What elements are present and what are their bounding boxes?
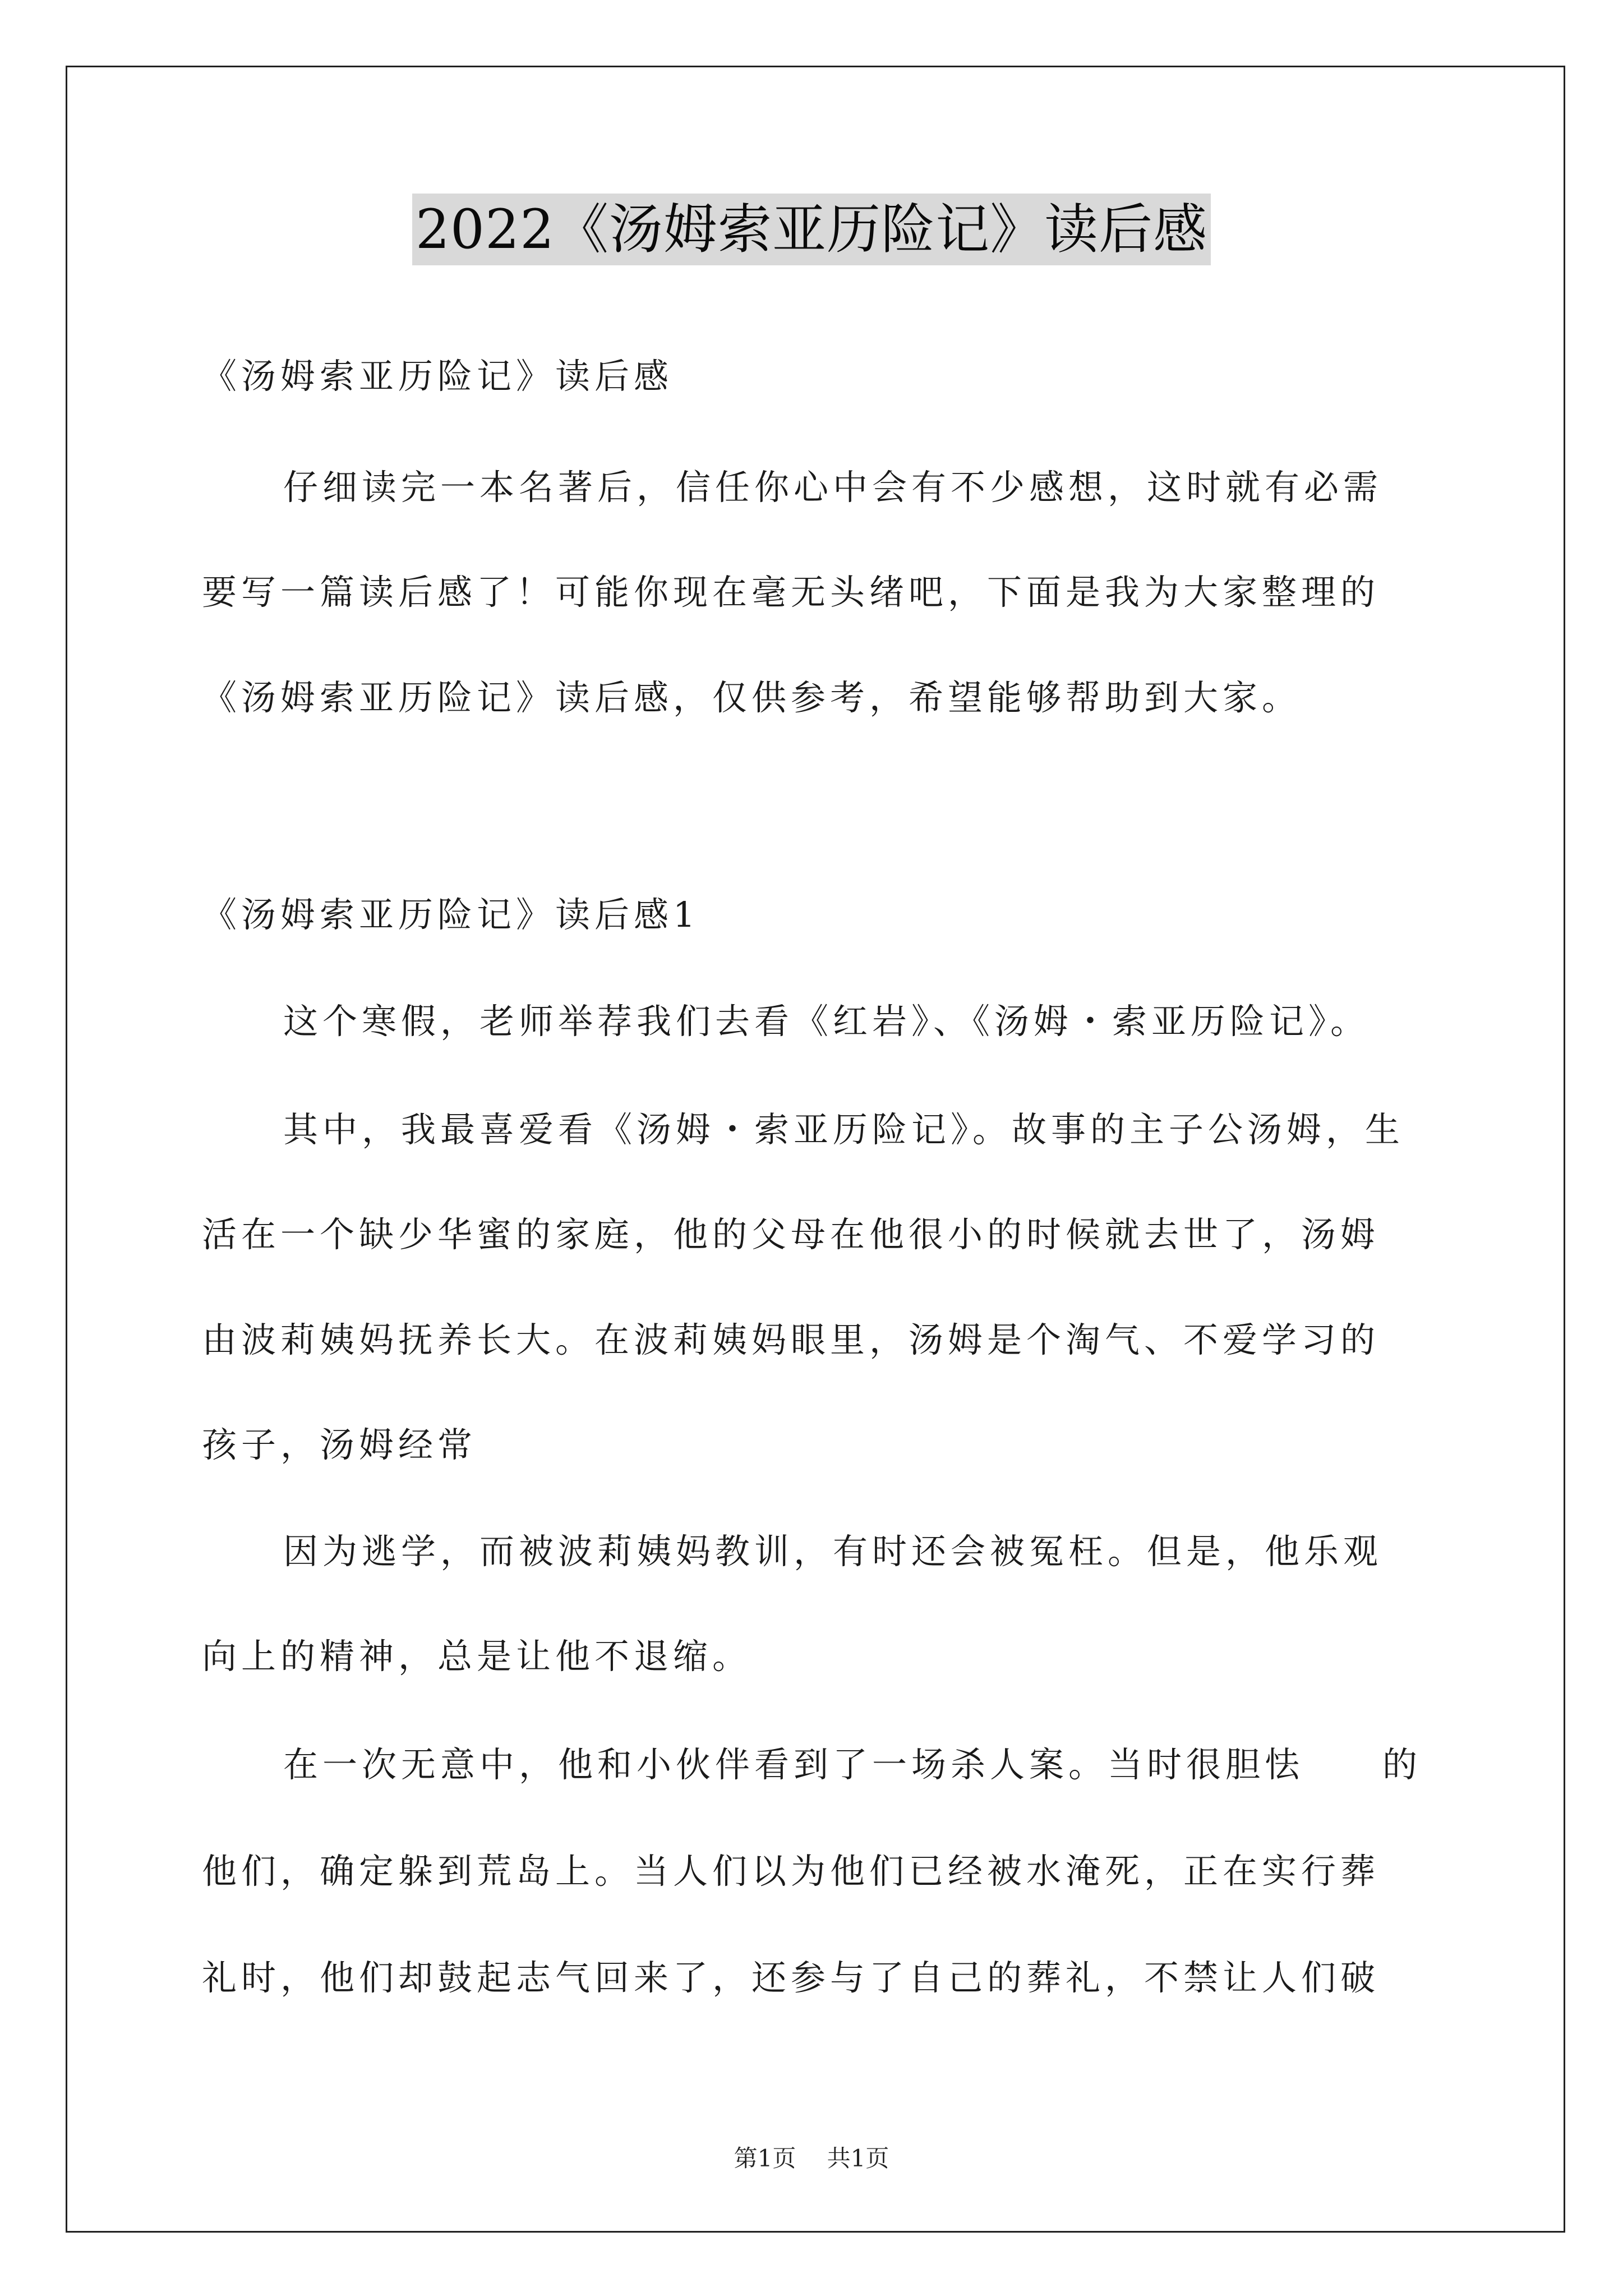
section-heading: 《汤姆索亚历险记》读后感1 bbox=[202, 894, 700, 935]
body-line-6: 因为逃学，而被波莉姨妈教训，有时还会被冤枉。但是，他乐观 bbox=[283, 1531, 1383, 1572]
intro-line-3: 《汤姆索亚历险记》读后感，仅供参考，希望能够帮助到大家。 bbox=[202, 677, 1302, 718]
document-title: 2022《汤姆索亚历险记》读后感 bbox=[412, 194, 1211, 265]
intro-line-1: 仔细读完一本名著后，信任你心中会有不少感想，这时就有必需 bbox=[283, 467, 1383, 508]
body-line-10: 礼时，他们却鼓起志气回来了，还参与了自己的葬礼，不禁让人们破 bbox=[202, 1957, 1380, 1998]
body-line-2: 其中，我最喜爱看《汤姆・索亚历险记》。故事的主子公汤姆，生 bbox=[283, 1109, 1405, 1150]
body-line-3: 活在一个缺少华蜜的家庭，他的父母在他很小的时候就去世了，汤姆 bbox=[202, 1214, 1380, 1255]
body-line-8: 在一次无意中，他和小伙伴看到了一场杀人案。当时很胆怯 的 bbox=[283, 1744, 1422, 1785]
body-line-7: 向上的精神，总是让他不退缩。 bbox=[202, 1636, 752, 1677]
body-line-4: 由波莉姨妈抚养长大。在波莉姨妈眼里，汤姆是个淘气、不爱学习的 bbox=[202, 1319, 1380, 1360]
body-line-1: 这个寒假，老师举荐我们去看《红岩》、《汤姆・索亚历险记》。 bbox=[283, 1001, 1370, 1042]
body-line-5: 孩子，汤姆经常 bbox=[202, 1424, 477, 1465]
intro-line-2: 要写一篇读后感了！可能你现在毫无头绪吧，下面是我为大家整理的 bbox=[202, 572, 1380, 613]
title-container bbox=[0, 194, 1623, 265]
subtitle-line: 《汤姆索亚历险记》读后感 bbox=[202, 356, 674, 397]
body-line-9: 他们，确定躲到荒岛上。当人们以为他们已经被水淹死，正在实行葬 bbox=[202, 1851, 1380, 1892]
page-footer: 第1页 共1页 bbox=[734, 2145, 889, 2172]
